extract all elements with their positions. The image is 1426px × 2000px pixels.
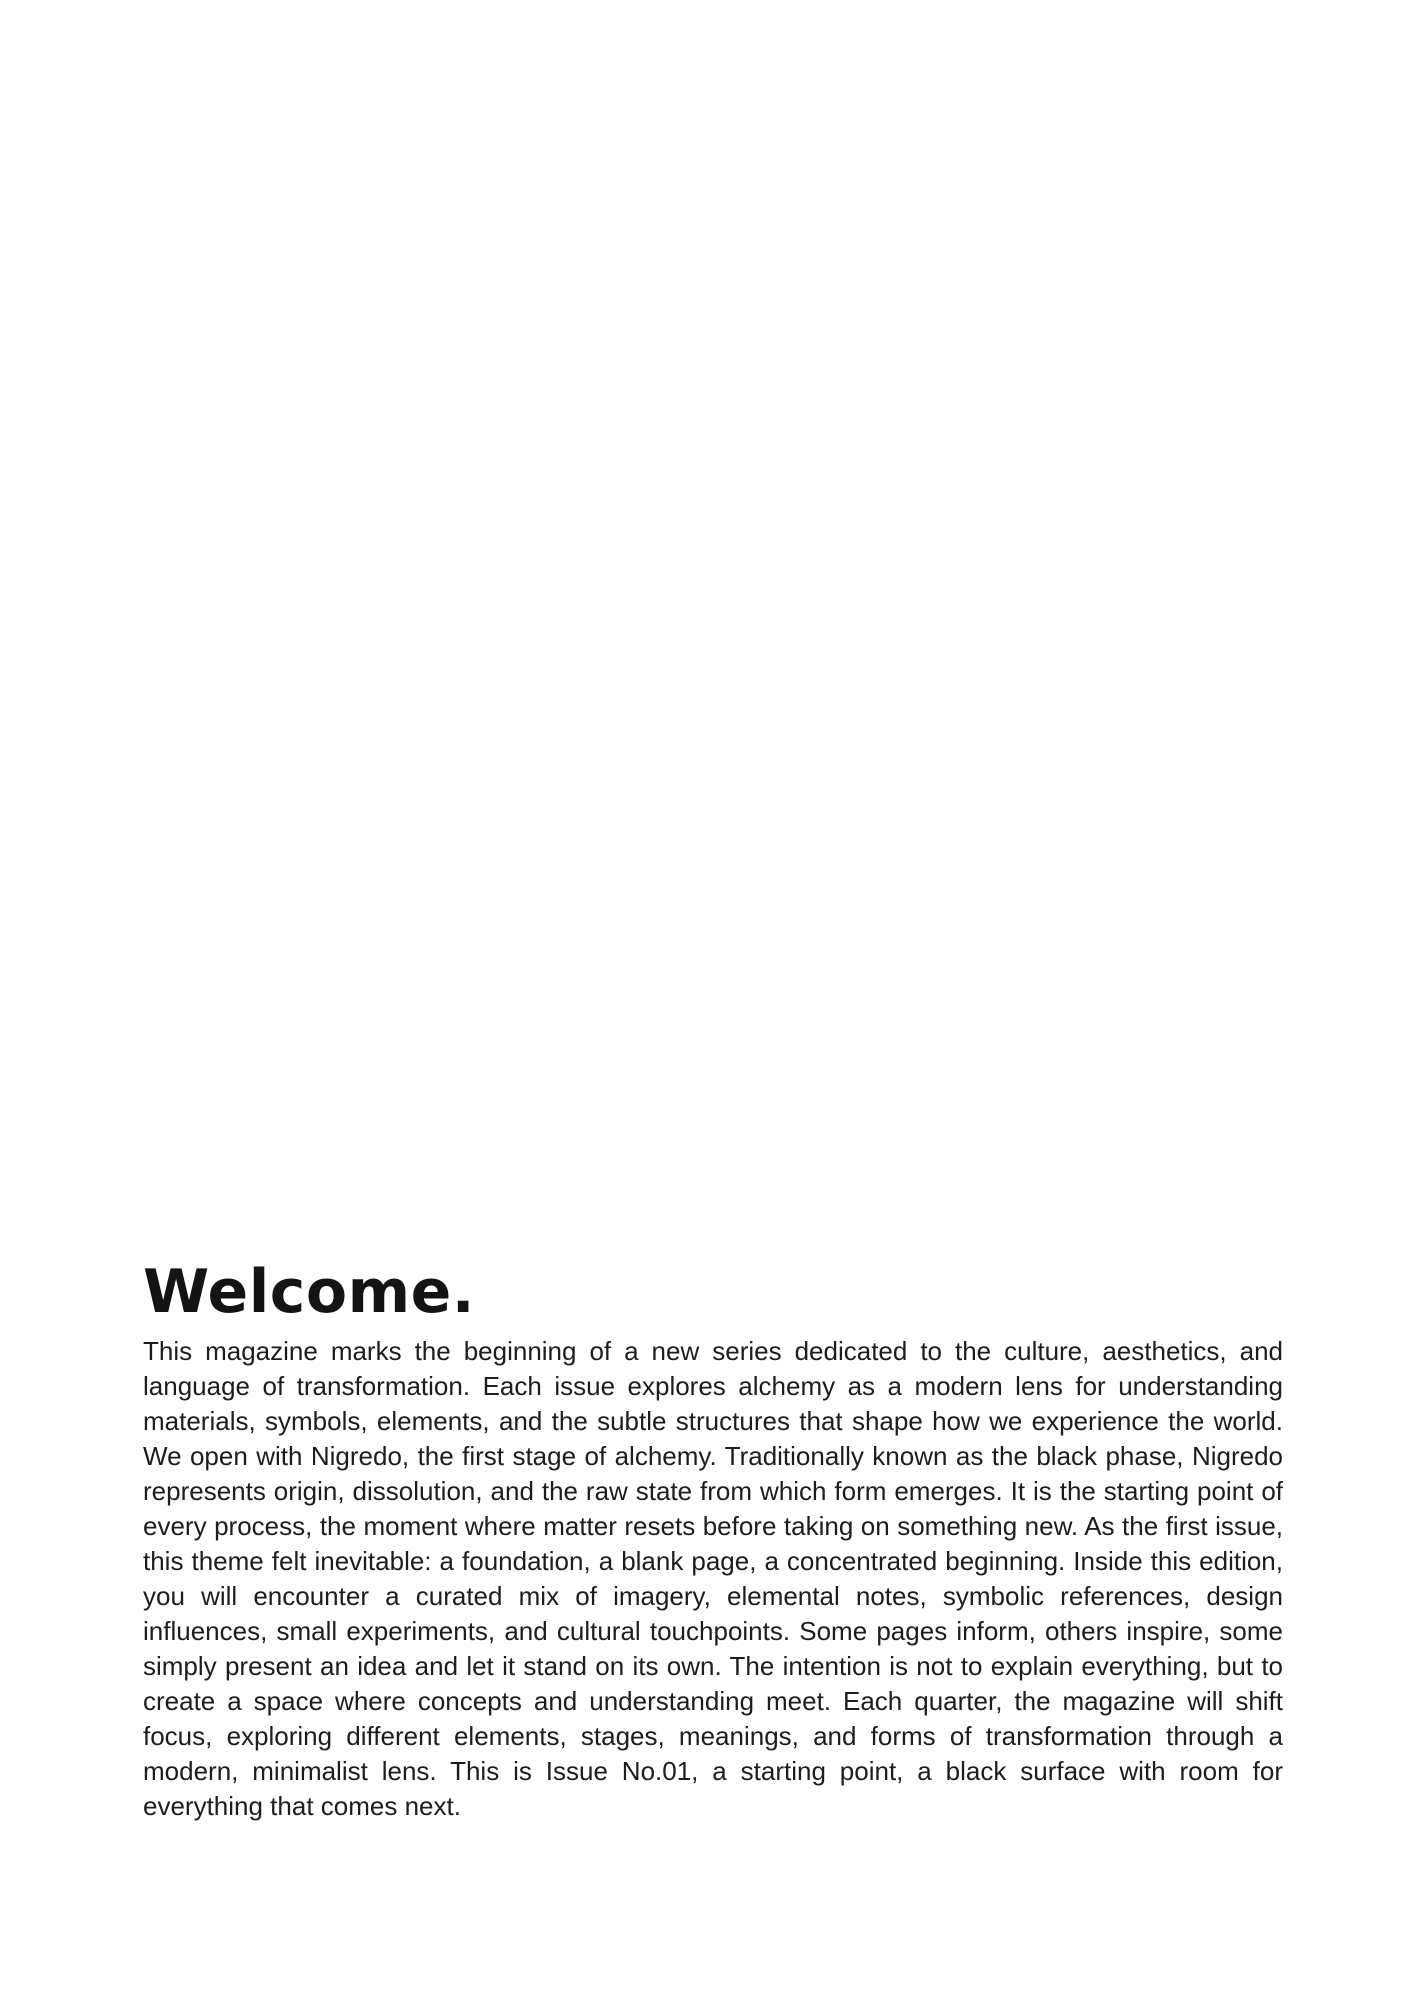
intro-paragraph: This magazine marks the beginning of a new series dedicated to the culture, aesthetics, and language of transformation. Each issue explores alchemy as a modern lens for understanding materials, symbols, elements, and the subtle structures that shape how we experience the world. We open with Nigredo, the first stage of alchemy. Traditionally known as the black phase, Nigredo represents origin, dissolution, and the raw state from which form emerges. It is the starting point of every process, the moment where matter resets before taking on something new. As the first issue, this theme felt inevitable: a foundation, a blank page, a concentrated beginning. Inside this edition, you will encounter a curated mix of imagery, elemental notes, symbolic references, design influences, small experiments, and cultural touchpoints. Some pages inform, others inspire, some simply present an idea and let it stand on its own. The intention is not to explain everything, but to create a space where concepts and understanding meet. Each quarter, the magazine will shift focus, exploring different elements, stages, meanings, and forms of transformation through a modern, minimalist lens. This is Issue No.01, a starting point, a black surface with room for everything that comes next. (143, 1336, 1283, 1821)
welcome-section (143, 1257, 1283, 1824)
page-title: Welcome. (143, 1257, 476, 1327)
